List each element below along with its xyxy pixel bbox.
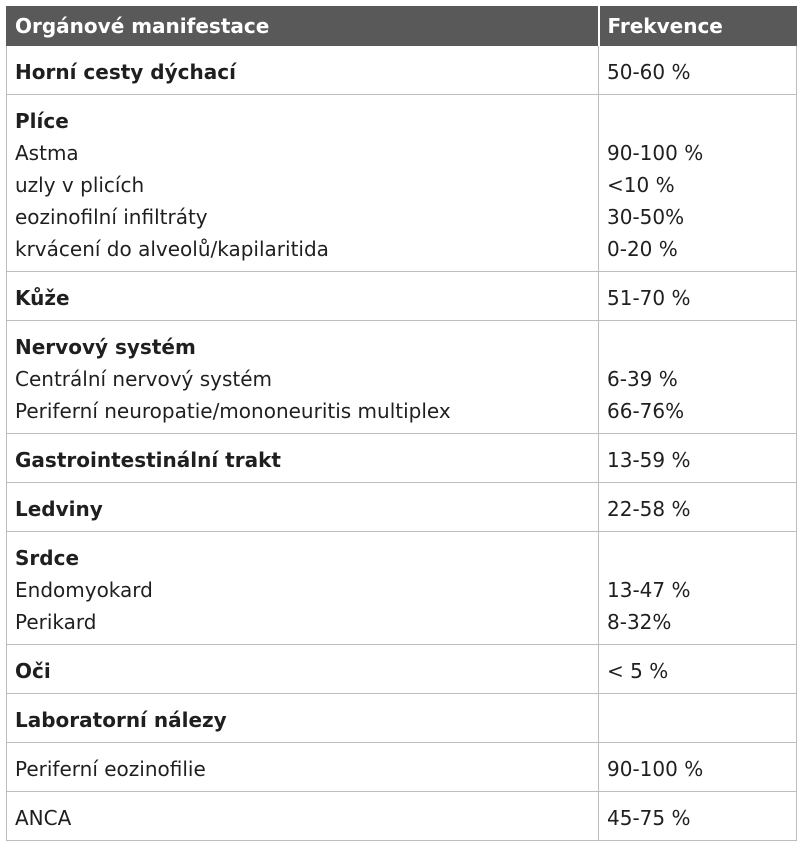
table-row bbox=[7, 321, 797, 434]
sub-item-label: krvácení do alveolů/kapilaritida bbox=[15, 237, 329, 261]
row-title: Gastrointestinální trakt bbox=[15, 448, 281, 472]
row-frequency bbox=[607, 704, 796, 736]
row-label: ANCA bbox=[15, 806, 72, 830]
cell-frequency bbox=[599, 694, 797, 743]
cell-organ bbox=[7, 272, 599, 321]
row-title: Horní cesty dýchací bbox=[15, 60, 236, 84]
table-row bbox=[7, 95, 797, 272]
table-row bbox=[7, 434, 797, 483]
row-title: Laboratorní nálezy bbox=[15, 708, 227, 732]
table-header-row bbox=[7, 7, 797, 46]
sub-item-frequency: 66-76% bbox=[607, 399, 685, 423]
cell-organ bbox=[7, 434, 599, 483]
cell-frequency bbox=[599, 434, 797, 483]
cell-frequency bbox=[599, 743, 797, 792]
cell-frequency bbox=[599, 483, 797, 532]
sub-item-frequency: 6-39 % bbox=[607, 367, 678, 391]
sub-item-label: Periferní neuropatie/mononeuritis multiplex bbox=[15, 399, 451, 423]
cell-organ bbox=[7, 743, 599, 792]
cell-frequency bbox=[599, 532, 797, 645]
table-row bbox=[7, 694, 797, 743]
cell-frequency bbox=[599, 321, 797, 434]
table-row bbox=[7, 483, 797, 532]
cell-organ bbox=[7, 321, 599, 434]
table-row bbox=[7, 46, 797, 95]
cell-organ bbox=[7, 46, 599, 95]
cell-frequency bbox=[599, 645, 797, 694]
sub-item-frequency: 13-47 % bbox=[607, 578, 691, 602]
header-organ-manifestations: Orgánové manifestace bbox=[7, 7, 599, 46]
sub-item-frequency: 0-20 % bbox=[607, 237, 678, 261]
sub-item-frequency: 30-50% bbox=[607, 205, 685, 229]
sub-item-frequency: 8-32% bbox=[607, 610, 672, 634]
row-frequency: 50-60 % bbox=[607, 60, 691, 84]
row-title: Nervový systém bbox=[15, 335, 196, 359]
table-row bbox=[7, 532, 797, 645]
table-row bbox=[7, 792, 797, 841]
cell-frequency bbox=[599, 46, 797, 95]
sub-item-label: Centrální nervový systém bbox=[15, 367, 273, 391]
row-frequency: 90-100 % bbox=[607, 757, 704, 781]
row-frequency: 45-75 % bbox=[607, 806, 691, 830]
row-label: Periferní eozinofilie bbox=[15, 757, 206, 781]
row-frequency: 22-58 % bbox=[607, 497, 691, 521]
row-title: Ledviny bbox=[15, 497, 103, 521]
cell-frequency bbox=[599, 95, 797, 272]
row-title: Srdce bbox=[15, 546, 80, 570]
cell-organ bbox=[7, 95, 599, 272]
sub-item-label: eozinofilní infiltráty bbox=[15, 205, 208, 229]
row-title: Oči bbox=[15, 659, 51, 683]
row-frequency: 13-59 % bbox=[607, 448, 691, 472]
table-row bbox=[7, 272, 797, 321]
sub-item-frequency: <10 % bbox=[607, 173, 675, 197]
sub-item-frequency: 90-100 % bbox=[607, 141, 704, 165]
sub-item-label: uzly v plicích bbox=[15, 173, 145, 197]
cell-organ bbox=[7, 483, 599, 532]
row-title: Kůže bbox=[15, 286, 70, 310]
cell-organ bbox=[7, 694, 599, 743]
row-title: Plíce bbox=[15, 109, 69, 133]
table-row bbox=[7, 743, 797, 792]
cell-organ bbox=[7, 792, 599, 841]
row-frequency: < 5 % bbox=[607, 659, 669, 683]
row-frequency: 51-70 % bbox=[607, 286, 691, 310]
sub-item-label: Perikard bbox=[15, 610, 97, 634]
header-frequency: Frekvence bbox=[599, 7, 797, 46]
manifestations-table bbox=[6, 6, 797, 841]
sub-item-label: Astma bbox=[15, 141, 79, 165]
cell-organ bbox=[7, 645, 599, 694]
cell-frequency bbox=[599, 792, 797, 841]
cell-organ bbox=[7, 532, 599, 645]
cell-frequency bbox=[599, 272, 797, 321]
sub-item-label: Endomyokard bbox=[15, 578, 153, 602]
table-row bbox=[7, 645, 797, 694]
